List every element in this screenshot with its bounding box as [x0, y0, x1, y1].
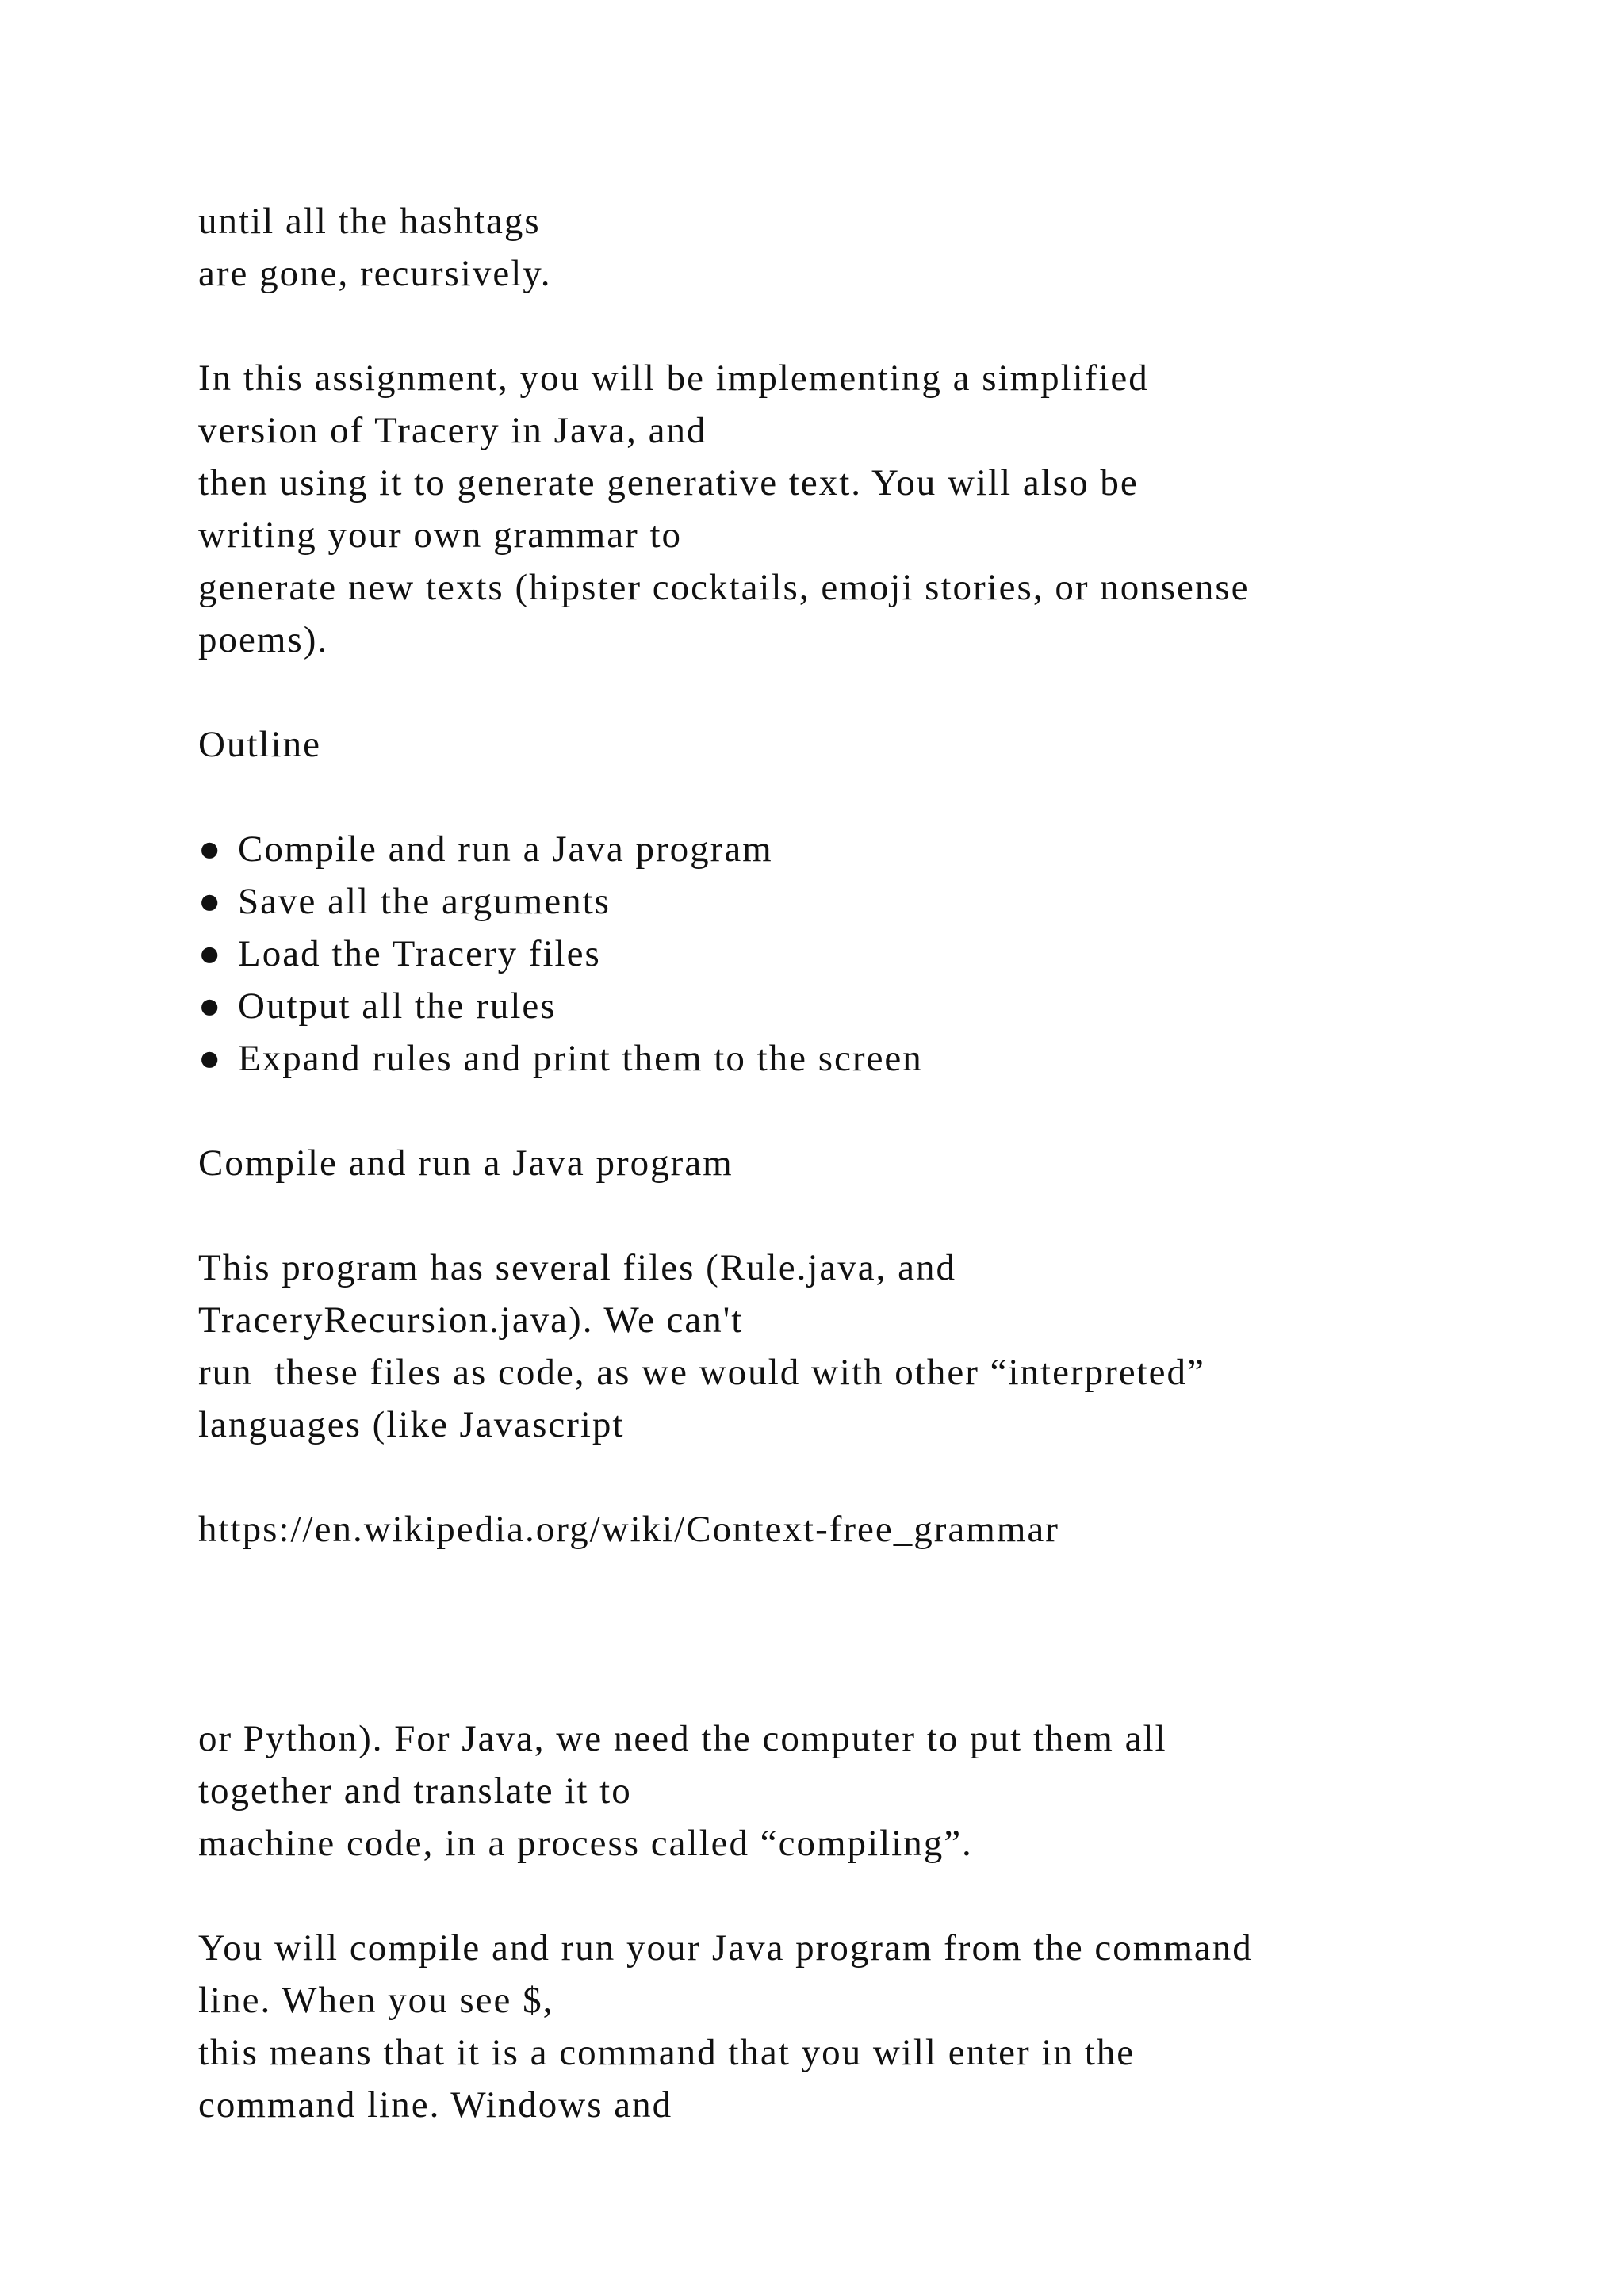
list-item [198, 1032, 1546, 1085]
text-line: languages (like Javascript [198, 1404, 625, 1445]
list-item [198, 875, 1546, 928]
paragraph-spacer [198, 1451, 1546, 1503]
text-line: are gone, recursively. [198, 253, 552, 294]
text-line: writing your own grammar to [198, 515, 683, 556]
text-line: generate new texts (hipster cocktails, emoji stories, or nonsense [198, 567, 1250, 608]
text-line: or Python). For Java, we need the computer to put them all [198, 1718, 1167, 1759]
text-line: until all the hashtags [198, 201, 541, 242]
bullet-icon: ● [198, 881, 223, 922]
text-line: run these files as code, as we would with other “interpreted” [198, 1352, 1205, 1393]
bullet-icon: ● [198, 1038, 223, 1079]
list-item-label: Save all the arguments [238, 881, 611, 922]
document-body [198, 195, 1546, 2131]
text-line: this means that it is a command that you will enter in the [198, 2032, 1136, 2073]
text-line: line. When you see $, [198, 1980, 554, 2021]
section-heading: Compile and run a Java program [198, 1142, 733, 1184]
list-item [198, 823, 1546, 875]
text-line: This program has several files (Rule.java, and [198, 1247, 956, 1288]
list-item-label: Output all the rules [238, 985, 557, 1027]
outline-list [198, 823, 1546, 1085]
paragraph-spacer [198, 666, 1546, 718]
bullet-icon: ● [198, 828, 223, 870]
bullet-icon: ● [198, 933, 223, 974]
paragraph-spacer [198, 1189, 1546, 1242]
list-item-label: Expand rules and print them to the screen [238, 1038, 923, 1079]
paragraph-spacer [198, 1085, 1546, 1137]
bullet-icon: ● [198, 985, 223, 1027]
list-item-label: Load the Tracery files [238, 933, 601, 974]
text-line: machine code, in a process called “compiling”. [198, 1823, 973, 1864]
text-line: then using it to generate generative text. You will also be [198, 462, 1139, 503]
text-line: poems). [198, 619, 329, 660]
paragraph-spacer [198, 300, 1546, 352]
paragraph-spacer [198, 1869, 1546, 1922]
intro-paragraph [198, 195, 1546, 300]
list-item [198, 980, 1546, 1032]
assignment-paragraph [198, 352, 1546, 666]
text-line: In this assignment, you will be implementing a simplified [198, 358, 1149, 399]
paragraph-spacer [198, 771, 1546, 823]
list-item-label: Compile and run a Java program [238, 828, 773, 870]
python-paragraph [198, 1712, 1546, 1869]
text-line: command line. Windows and [198, 2084, 673, 2126]
paragraph-spacer [198, 1556, 1546, 1712]
program-paragraph [198, 1242, 1546, 1451]
reference-url: https://en.wikipedia.org/wiki/Context-free_grammar [198, 1509, 1059, 1550]
outline-heading: Outline [198, 724, 321, 765]
text-line: version of Tracery in Java, and [198, 410, 707, 451]
text-line: You will compile and run your Java program from the command [198, 1927, 1253, 1969]
list-item [198, 928, 1546, 980]
command-paragraph [198, 1922, 1546, 2131]
text-line: TraceryRecursion.java). We can't [198, 1299, 744, 1341]
text-line: together and translate it to [198, 1770, 632, 1812]
